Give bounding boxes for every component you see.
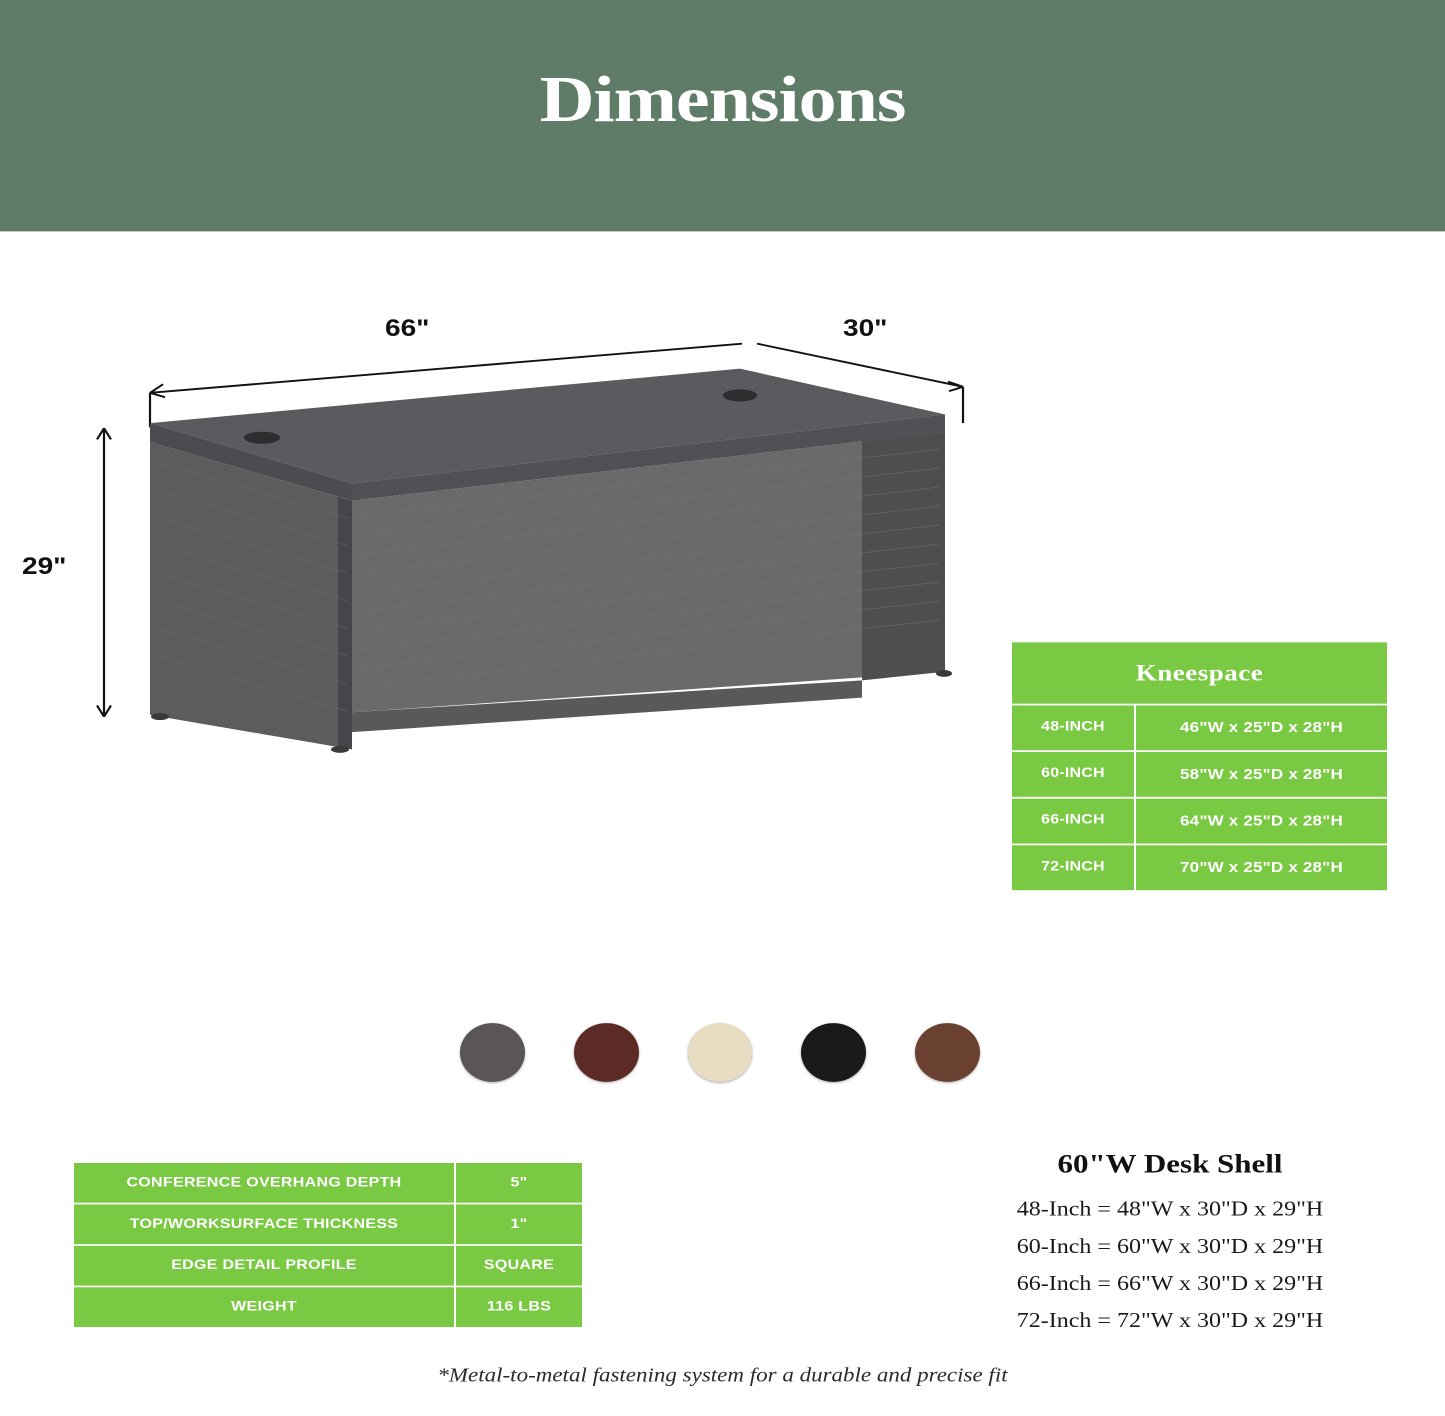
spec-label: CONFERENCE OVERHANG DEPTH	[74, 1163, 456, 1203]
desk-shell-line: 60-Inch = 60"W x 30"D x 29"H	[1016, 1235, 1324, 1258]
desk-shell-title: 60"W Desk Shell	[1057, 1148, 1283, 1179]
spec-label: WEIGHT	[74, 1287, 456, 1327]
desk-body	[150, 369, 952, 753]
spec-value: SQUARE	[483, 1257, 555, 1273]
page-title: Dimensions	[539, 63, 906, 136]
footnote: *Metal-to-metal fastening system for a durable and precise fit	[437, 1364, 1008, 1386]
mocha-cherry-swatch[interactable]	[915, 1023, 980, 1082]
storm-gray-swatch[interactable]	[460, 1023, 525, 1082]
desk-shell-section	[930, 1148, 1410, 1347]
table-row	[1012, 750, 1387, 797]
depth-dimension-label: 30"	[843, 314, 888, 342]
grommet-left-icon	[244, 432, 280, 444]
page-header	[0, 0, 1445, 231]
desk-shell-line: 48-Inch = 48"W x 30"D x 29"H	[1016, 1198, 1324, 1221]
table-row	[1012, 704, 1387, 751]
desk-illustration	[0, 231, 1000, 792]
kneespace-dims: 46"W x 25"D x 28"H	[1180, 719, 1343, 736]
kneespace-title: Kneespace	[1012, 642, 1387, 703]
height-dimension-label: 29"	[22, 552, 67, 580]
spec-label: EDGE DETAIL PROFILE	[74, 1246, 456, 1286]
table-row	[74, 1204, 582, 1245]
kneespace-size: 72-INCH	[1012, 845, 1136, 890]
grommet-right-icon	[723, 389, 757, 401]
natural-maple-swatch[interactable]	[688, 1023, 753, 1082]
spec-value: 1"	[510, 1216, 528, 1232]
kneespace-dims: 70"W x 25"D x 28"H	[1180, 859, 1343, 876]
kneespace-size: 66-INCH	[1012, 799, 1136, 844]
width-dimension-label: 66"	[385, 314, 430, 342]
desk-shell-line: 66-Inch = 66"W x 30"D x 29"H	[1016, 1272, 1324, 1296]
specs-table	[74, 1163, 582, 1327]
kneespace-size: 60-INCH	[1012, 752, 1136, 797]
hansen-cherry-swatch[interactable]	[574, 1023, 639, 1082]
kneespace-table	[1012, 642, 1387, 890]
kneespace-dims: 58"W x 25"D x 28"H	[1180, 765, 1343, 783]
table-row	[74, 1163, 582, 1204]
desk-shell-line: 72-Inch = 72"W x 30"D x 29"H	[1016, 1309, 1324, 1333]
table-row	[1012, 844, 1387, 891]
spec-value: 5"	[510, 1175, 528, 1190]
spec-label: TOP/WORKSURFACE THICKNESS	[74, 1204, 456, 1244]
spec-value: 116 LBS	[486, 1299, 552, 1315]
table-row	[1012, 797, 1387, 844]
table-row	[74, 1287, 582, 1327]
table-row	[74, 1246, 582, 1287]
kneespace-dims: 64"W x 25"D x 28"H	[1180, 812, 1343, 829]
kneespace-size: 48-INCH	[1012, 705, 1136, 750]
black-swatch[interactable]	[801, 1023, 866, 1082]
finish-swatches	[460, 1023, 980, 1101]
